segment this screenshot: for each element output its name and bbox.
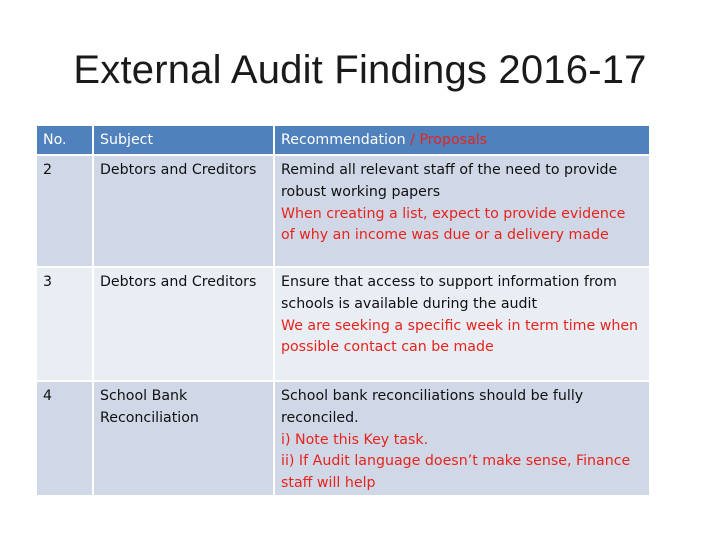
proposal-text: We are seeking a specific week in term time when possible contact can be made xyxy=(281,317,639,356)
table-row xyxy=(37,156,649,268)
cell-recommendation xyxy=(275,156,649,268)
slide-title: External Audit Findings 2016-17 xyxy=(73,48,647,92)
table-header-row xyxy=(37,126,649,156)
audit-findings-table xyxy=(37,126,649,497)
proposal-text-2: ii) If Audit language doesn’t make sense, Finance staff will help xyxy=(281,453,631,492)
cell-subject: Debtors and Creditors xyxy=(94,268,275,382)
cell-no: 2 xyxy=(37,156,94,268)
cell-recommendation xyxy=(275,382,649,497)
proposal-text-1: i) Note this Key task. xyxy=(281,431,429,448)
header-proposals-label: Proposals xyxy=(419,132,488,148)
table-row xyxy=(37,268,649,382)
recommendation-text: School bank reconciliations should be fully reconciled. xyxy=(281,388,584,426)
cell-no: 4 xyxy=(37,382,94,497)
cell-no: 3 xyxy=(37,268,94,382)
header-separator: / xyxy=(405,132,420,148)
header-recommendation-label: Recommendation xyxy=(281,132,406,148)
cell-subject: Debtors and Creditors xyxy=(94,156,275,268)
cell-recommendation xyxy=(275,268,649,382)
recommendation-text: Ensure that access to support information from schools is available during the audit xyxy=(281,274,617,312)
proposal-text: When creating a list, expect to provide evidence of why an income was due or a delivery made xyxy=(281,205,626,244)
header-recommendation xyxy=(275,126,649,156)
table-row xyxy=(37,382,649,497)
header-no: No. xyxy=(37,126,94,156)
cell-subject: School Bank Reconciliation xyxy=(94,382,275,497)
header-subject: Subject xyxy=(94,126,275,156)
recommendation-text: Remind all relevant staff of the need to provide robust working papers xyxy=(281,162,618,200)
